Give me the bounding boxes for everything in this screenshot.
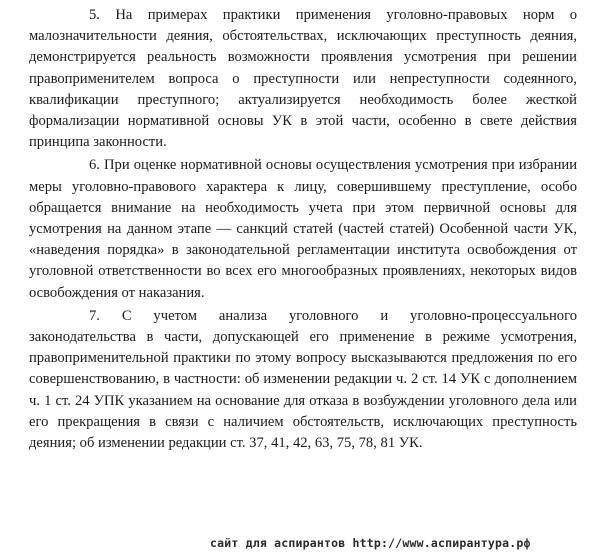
document-body <box>29 5 577 456</box>
paragraph-5: 5. На примерах практики применения уголовно-правовых норм о малозначительности деяния, обстоятельствах, исключающих преступность деяния, демонстрируется реальность возможности проявления усмотрения при решении правоприменителем вопроса о преступности или непреступности содеянного, квалификации преступного; актуализируется необходимость более жесткой формализации нормативной основы УК в этой части, особенно в свете действия принципа законности. <box>29 7 577 151</box>
paragraph-6: 6. При оценке нормативной основы осуществления усмотрения при избрании меры уголовно-правового характера к лицу, совершившему преступление, особо обращается внимание на необходимость учета при этом первичной основы для усмотрения на данном этапе — санкций статей (частей статей) Особенной части УК, «наведения порядка» в законодательной регламентации института освобождения от уголовной ответственности во всех его многообразных проявлениях, некоторых видов освобождения от наказания. <box>29 157 577 301</box>
paragraph-7: 7. С учетом анализа уголовного и уголовно-процессуального законодательства в части, допускающей его применение в режиме усмотрения, правоприменительной практики по этому вопросу высказываются предложения по его совершенствованию, в частности: об изменении редакции ч. 2 ст. 14 УК с дополнением ч. 1 ст. 24 УПК указанием на основание для отказа в возбуждении уголовного дела или его прекращения в связи с наличием обстоятельств, исключающих преступность деяния; об изменении редакции ст. 37, 41, 42, 63, 75, 78, 81 УК. <box>29 307 577 452</box>
site-watermark: сайт для аспирантов http://www.аспирантура.рф <box>210 536 531 550</box>
